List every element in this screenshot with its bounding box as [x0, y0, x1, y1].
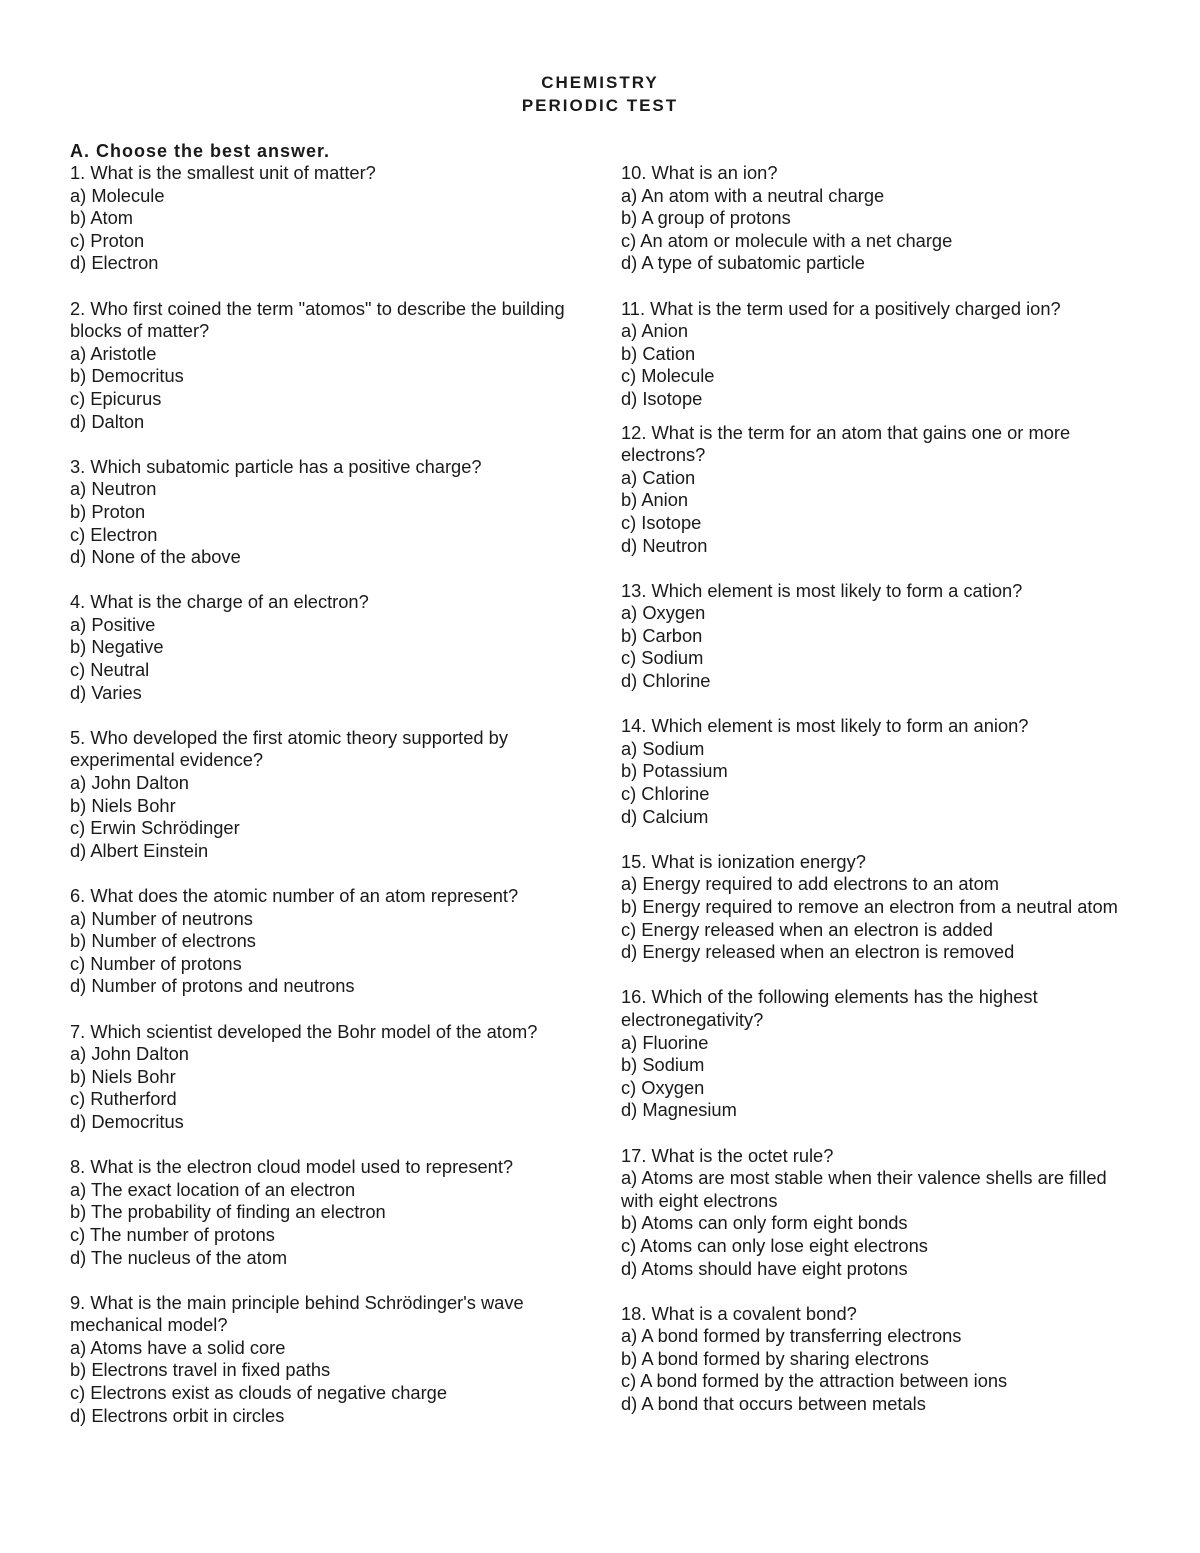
- option-d: d) Atoms should have eight protons: [621, 1257, 908, 1279]
- option-a: a) Sodium: [621, 737, 705, 759]
- question-4: [70, 591, 580, 704]
- question-9: [70, 1292, 580, 1428]
- question-15: [621, 851, 1131, 964]
- option-a: a) Atoms have a solid core: [70, 1336, 286, 1358]
- option-a: a) An atom with a neutral charge: [621, 184, 885, 206]
- question-text: 3. Which subatomic particle has a positive charge?: [70, 455, 482, 477]
- question-12: [621, 422, 1131, 558]
- question-11: [621, 298, 1131, 411]
- option-a: a) Number of neutrons: [70, 907, 253, 929]
- option-b: b) Number of electrons: [70, 930, 256, 952]
- question-column-right: [621, 162, 1131, 1438]
- option-a: a) Atoms are most stable when their valence shells are filled with eight electrons: [621, 1167, 1107, 1211]
- section-heading: A. Choose the best answer.: [70, 141, 331, 161]
- option-d: d) Democritus: [70, 1110, 184, 1132]
- option-b: b) Anion: [621, 489, 689, 511]
- option-d: d) Electrons orbit in circles: [70, 1404, 285, 1426]
- question-18: [621, 1303, 1131, 1416]
- option-c: c) Oxygen: [621, 1076, 705, 1098]
- question-text: 7. Which scientist developed the Bohr model of the atom?: [70, 1020, 538, 1042]
- option-d: d) Albert Einstein: [70, 839, 209, 861]
- option-b: b) Potassium: [621, 760, 728, 782]
- option-d: d) Calcium: [621, 805, 709, 827]
- question-8: [70, 1156, 580, 1269]
- option-a: a) Positive: [70, 613, 156, 635]
- option-d: d) Dalton: [70, 410, 145, 432]
- option-c: c) Sodium: [621, 647, 704, 669]
- option-c: c) The number of protons: [70, 1223, 275, 1245]
- subject-title: CHEMISTRY: [541, 73, 659, 92]
- question-text: 9. What is the main principle behind Schrödinger's wave mechanical model?: [70, 1291, 524, 1336]
- test-title: PERIODIC TEST: [521, 96, 679, 115]
- option-b: b) Electrons travel in fixed paths: [70, 1359, 331, 1381]
- option-b: b) Atoms can only form eight bonds: [621, 1212, 908, 1234]
- option-c: c) Erwin Schrödinger: [70, 817, 240, 839]
- question-text: 2. Who first coined the term "atomos" to describe the building blocks of matter?: [70, 297, 565, 342]
- question-2: [70, 298, 580, 434]
- question-1: [70, 162, 580, 275]
- option-a: a) Cation: [621, 466, 696, 488]
- question-6: [70, 885, 580, 998]
- option-c: c) Energy released when an electron is added: [621, 918, 993, 940]
- question-13: [621, 580, 1131, 693]
- option-d: d) Isotope: [621, 387, 703, 409]
- option-b: b) A bond formed by sharing electrons: [621, 1347, 929, 1369]
- question-text: 18. What is a covalent bond?: [621, 1302, 857, 1324]
- question-text: 14. Which element is most likely to form an anion?: [621, 715, 1029, 737]
- option-c: c) A bond formed by the attraction between ions: [621, 1370, 1008, 1392]
- option-a: a) John Dalton: [70, 1043, 189, 1065]
- option-c: c) Electron: [70, 523, 158, 545]
- option-b: b) Atom: [70, 207, 133, 229]
- question-text: 12. What is the term for an atom that gains one or more electrons?: [621, 421, 1071, 466]
- question-text: 16. Which of the following elements has the highest electronegativity?: [621, 986, 1038, 1030]
- question-text: 8. What is the electron cloud model used to represent?: [70, 1156, 514, 1178]
- option-a: a) A bond formed by transferring electrons: [621, 1325, 962, 1347]
- question-17: [621, 1145, 1131, 1281]
- option-a: a) Aristotle: [70, 342, 157, 364]
- question-10: [621, 162, 1131, 275]
- option-d: d) Varies: [70, 681, 142, 703]
- question-7: [70, 1021, 580, 1134]
- option-d: d) Energy released when an electron is removed: [621, 941, 1015, 963]
- question-text: 5. Who developed the first atomic theory supported by experimental evidence?: [70, 726, 508, 771]
- option-a: a) Molecule: [70, 184, 165, 206]
- option-a: a) Energy required to add electrons to an atom: [621, 873, 1000, 895]
- option-b: b) Carbon: [621, 624, 703, 646]
- option-d: d) Number of protons and neutrons: [70, 975, 355, 997]
- question-3: [70, 456, 580, 569]
- option-b: b) Sodium: [621, 1054, 705, 1076]
- question-16: [621, 986, 1131, 1122]
- option-b: b) The probability of finding an electron: [70, 1201, 386, 1223]
- option-b: b) Cation: [621, 342, 696, 364]
- page-header: [0, 71, 1200, 117]
- option-a: a) Anion: [621, 320, 689, 342]
- question-text: 11. What is the term used for a positively charged ion?: [621, 297, 1061, 319]
- option-a: a) Neutron: [70, 478, 157, 500]
- question-text: 4. What is the charge of an electron?: [70, 591, 369, 613]
- option-c: c) Isotope: [621, 511, 702, 533]
- option-d: d) Magnesium: [621, 1099, 737, 1121]
- option-d: d) None of the above: [70, 546, 241, 568]
- question-5: [70, 727, 580, 863]
- option-a: a) Oxygen: [621, 602, 706, 624]
- option-a: a) Fluorine: [621, 1031, 709, 1053]
- option-b: b) Democritus: [70, 365, 184, 387]
- option-c: c) Chlorine: [621, 783, 710, 805]
- option-c: c) An atom or molecule with a net charge: [621, 229, 953, 251]
- question-column-left: [70, 162, 580, 1450]
- question-14: [621, 715, 1131, 828]
- question-text: 6. What does the atomic number of an atom represent?: [70, 885, 519, 906]
- option-b: b) A group of protons: [621, 207, 791, 229]
- option-b: b) Niels Bohr: [70, 794, 176, 816]
- question-text: 10. What is an ion?: [621, 162, 778, 183]
- question-text: 17. What is the octet rule?: [621, 1144, 834, 1166]
- option-c: c) Neutral: [70, 659, 150, 681]
- option-d: d) The nucleus of the atom: [70, 1246, 288, 1268]
- option-b: b) Negative: [70, 636, 164, 658]
- option-c: c) Rutherford: [70, 1088, 177, 1110]
- option-d: d) Chlorine: [621, 670, 711, 692]
- option-b: b) Energy required to remove an electron from a neutral atom: [621, 896, 1118, 917]
- option-c: c) Atoms can only lose eight electrons: [621, 1234, 928, 1256]
- option-d: d) Neutron: [621, 534, 708, 556]
- option-c: c) Epicurus: [70, 387, 162, 409]
- option-b: b) Proton: [70, 500, 146, 522]
- option-d: d) A type of subatomic particle: [621, 252, 865, 274]
- option-a: a) John Dalton: [70, 772, 189, 794]
- option-c: c) Electrons exist as clouds of negative charge: [70, 1382, 447, 1404]
- option-c: c) Proton: [70, 229, 145, 251]
- option-d: d) Electron: [70, 252, 159, 274]
- option-c: c) Molecule: [621, 365, 715, 387]
- question-text: 1. What is the smallest unit of matter?: [70, 162, 376, 183]
- option-b: b) Niels Bohr: [70, 1065, 176, 1087]
- option-c: c) Number of protons: [70, 952, 242, 974]
- question-text: 15. What is ionization energy?: [621, 850, 866, 872]
- option-d: d) A bond that occurs between metals: [621, 1393, 926, 1415]
- question-text: 13. Which element is most likely to form a cation?: [621, 579, 1023, 601]
- option-a: a) The exact location of an electron: [70, 1178, 356, 1200]
